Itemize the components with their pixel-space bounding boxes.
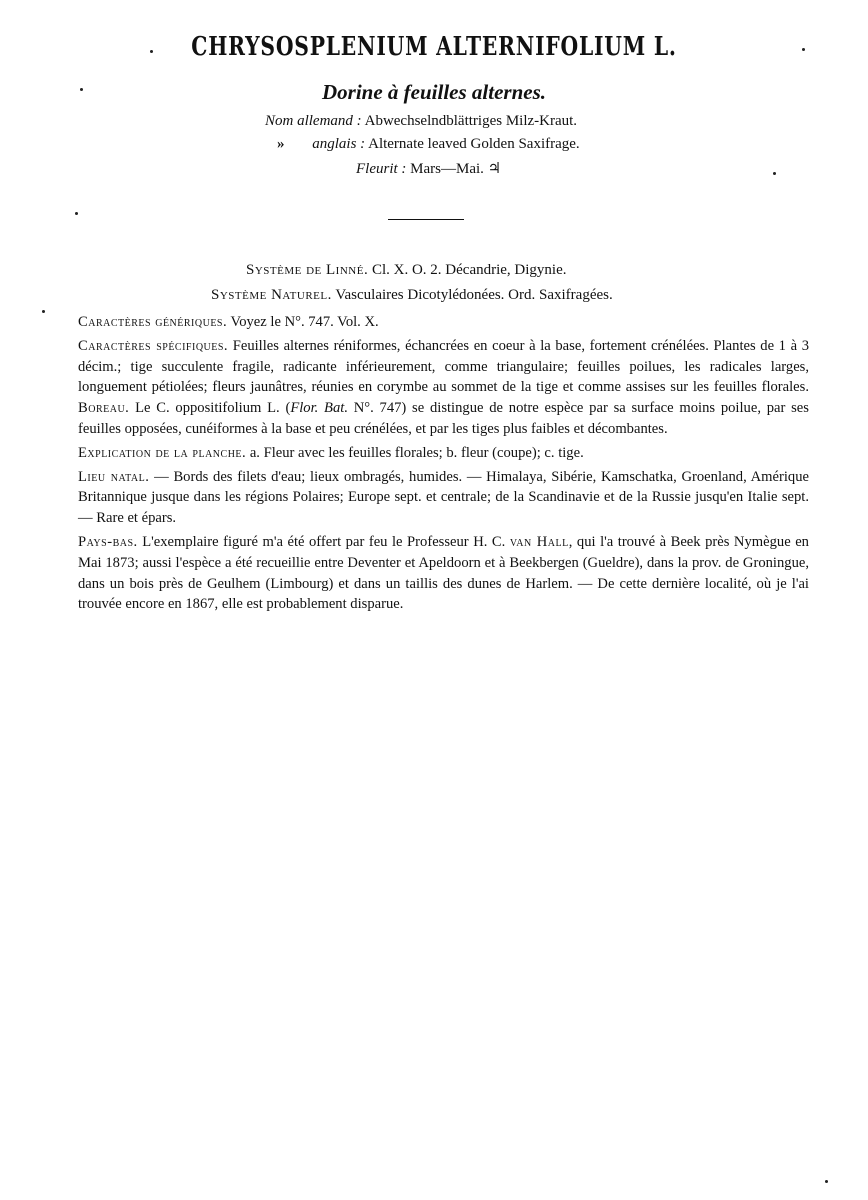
german-name-label: Nom allemand : — [265, 113, 362, 129]
specific-characters-text: Feuilles alternes réniformes, échancrées en coeur à la base, fortement crénélées. Plantes de 1 à 3 décim.; tige succulente fragile, radicante inférieurement, comme triangulaire; feuilles poilues, les radicales larges, longuement pétiolées; fleurs jaunâtres, réunies en corymbe au sommet de la tige et comme assises sur les feuilles florales. — [78, 337, 810, 396]
english-name-label: anglais : — [312, 136, 366, 152]
author-name: Boreau. — [78, 400, 130, 417]
netherlands-paragraph — [78, 532, 809, 615]
english-name-value: Alternate leaved Golden Saxifrage. — [368, 136, 580, 152]
natural-system-value: Vasculaires Dicotylédonées. Ord. Saxifragées. — [335, 287, 613, 303]
ditto-mark: » — [277, 136, 285, 152]
natural-system-label: Système Naturel. — [211, 287, 332, 303]
speck-mark — [825, 1180, 828, 1183]
specific-characters-paragraph — [78, 336, 809, 440]
linne-system-value: Cl. X. O. 2. Décandrie, Digynie. — [371, 262, 567, 278]
generic-characters-paragraph — [78, 312, 809, 333]
comparison-text-continued: N°. 747) se distingue de notre espèce par sa surface moins poilue, par ses feuilles opposées, cunéiformes à la base et peu crénélées, et par les tiges plus faibles et décombantes. — [78, 400, 809, 437]
flowering-row — [0, 159, 868, 182]
native-habitat-text: — Bords des filets d'eau; lieux ombragés, humides. — Himalaya, Sibérie, Kamschatka, Groenland, Amérique Britannique jusque dans les régions Polaires; Europe sept. et centrale; de la Scandinavie et de la Russie jusqu'en Italie sept. — Rare et épars. — [78, 468, 809, 527]
flora-reference: Flor. Bat. — [290, 400, 348, 417]
german-name-row — [0, 113, 868, 136]
divider-rule — [388, 219, 464, 220]
linne-system-line — [246, 262, 567, 279]
page-subtitle: Dorine à feuilles alternes. — [322, 80, 546, 104]
common-names-block — [0, 113, 868, 182]
native-habitat-label: Lieu natal. — [78, 468, 150, 485]
generic-characters-label: Caractères génériques. — [78, 314, 228, 330]
description-body — [78, 312, 809, 618]
plate-explanation-paragraph — [78, 443, 809, 464]
collector-name: van Hall — [509, 533, 569, 550]
generic-characters-text: Voyez le N°. 747. Vol. X. — [230, 314, 379, 330]
natural-system-line — [211, 287, 613, 304]
specific-characters-label: Caractères spécifiques. — [78, 337, 229, 354]
flowering-value: Mars—Mai. ♃ — [410, 161, 502, 177]
page-title: CHRYSOSPLENIUM ALTERNIFOLIUM L. — [191, 32, 677, 62]
comparison-text: Le C. oppositifolium L. ( — [135, 400, 291, 417]
speck-mark — [42, 310, 45, 313]
speck-mark — [75, 212, 78, 215]
flowering-label: Fleurit : — [356, 161, 407, 177]
english-name-row — [0, 136, 868, 159]
netherlands-label: Pays-bas. — [78, 533, 138, 550]
speck-mark — [802, 48, 805, 51]
linne-system-label: Système de Linné. — [246, 262, 369, 278]
german-name-value: Abwechselndblättriges Milz-Kraut. — [364, 113, 578, 129]
netherlands-text-continued: , qui l'a trouvé à Beek près Nymègue en Mai 1873; aussi l'espèce a été recueillie entre Deventer et Apeldoorn et à Beekbergen (Gueldre), dans la prov. de Groningue, dans un bois près de Geulhem (Limbourg) et dans un taillis des dunes de Harlem. — De cette dernière localité, où je l'ai trouvée encore en 1867, elle est probablement disparue. — [78, 533, 809, 613]
plate-explanation-label: Explication de la planche. — [78, 444, 247, 461]
native-habitat-paragraph — [78, 467, 809, 529]
plate-explanation-text: a. Fleur avec les feuilles florales; b. fleur (coupe); c. tige. — [249, 444, 584, 461]
netherlands-text: L'exemplaire figuré m'a été offert par feu le Professeur H. C. — [142, 533, 506, 550]
